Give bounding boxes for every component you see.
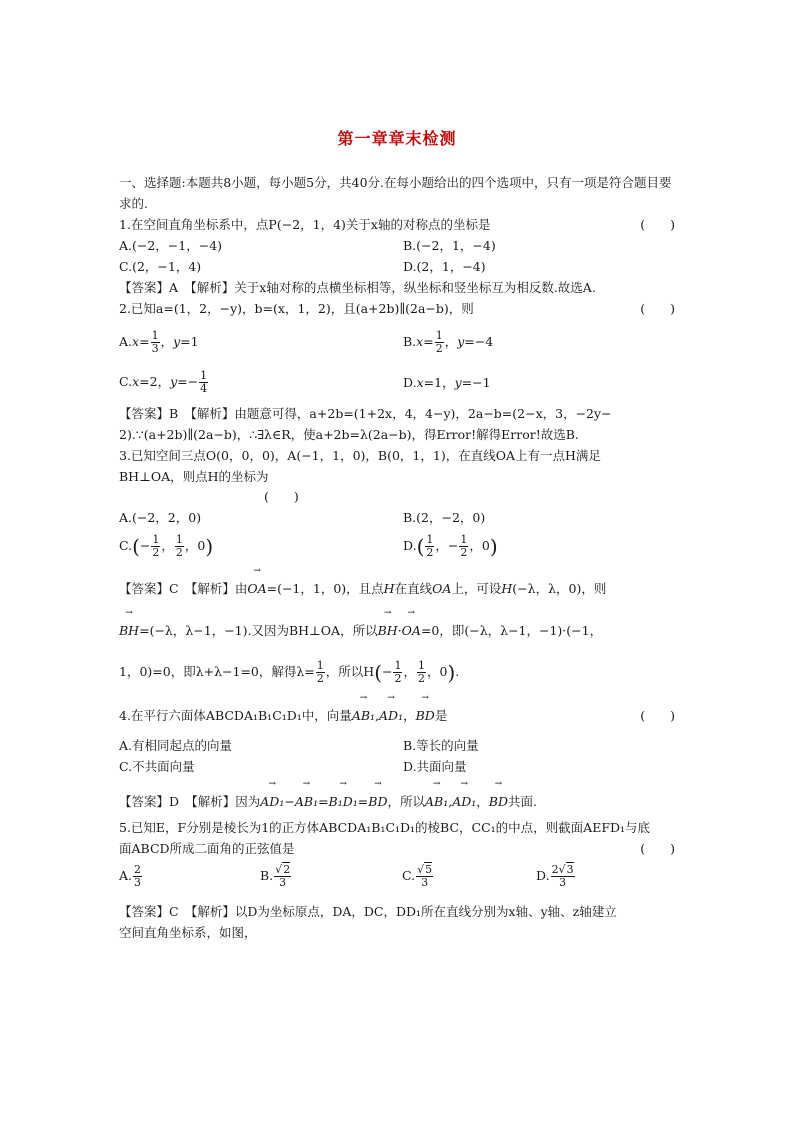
question-1-answer: 【答案】A 【解析】关于x轴对称的点横坐标相等，纵坐标和竖坐标互为相反数.故选A. <box>119 280 596 295</box>
option-d: D. $\frac{2√3}{3}$ <box>536 863 574 889</box>
option-b: B. $\frac{√2}{3}$ <box>260 863 291 889</box>
section-intro: 一、选择题:本题共8小题，每小题5分，共40分.在每小题给出的四个选项中，只有一项是符合题目要求的. <box>119 175 672 211</box>
option-d: D.共面向量 <box>403 759 467 774</box>
question-3-options-row-2 <box>119 534 675 562</box>
question-4-options-row-2 <box>119 756 675 777</box>
question-5-options <box>119 864 675 894</box>
question-4-answer: 【答案】D 【解析】因为→ AD₁−→ AB₁=→ B₁D₁=→ BD，所以→ AB₁,→ AD₁，→ BD共面. <box>119 791 675 812</box>
question-2 <box>119 298 675 319</box>
question-1-options-row-1 <box>119 235 675 256</box>
question-1-stem: 1.在空间直角坐标系中，点P(−2，1，4)关于x轴的对称点的坐标是 <box>119 217 491 232</box>
option-a: A. $\frac{2}{3}$ <box>119 863 142 889</box>
answer-blank: ( ) <box>640 301 675 316</box>
question-3-answer-line-2: → BH=(−λ，λ−1，−1).又因为BH⊥OA，所以→ BH·→ OA=0，即(−λ，λ−1，−1)·(−1， <box>119 620 675 641</box>
option-c: C.(2，−1，4) <box>119 259 202 274</box>
option-c: C.(− $\frac{1}{2}$ ， $\frac{1}{2}$ ，0) <box>119 533 214 559</box>
option-d: D.x=1，y=−1 <box>403 375 491 390</box>
question-2-answer-line-2: 2).∵(a+2b)∥(2a−b)，∴∃λ∈R，使a+2b=λ(2a−b)，得Error!解得Error!故选B. <box>119 427 579 442</box>
option-c: C.x=2，y=− $\frac{1}{4}$ <box>119 369 208 395</box>
option-c: C.不共面向量 <box>119 759 195 774</box>
question-1-options-row-2 <box>119 256 675 277</box>
option-b: B.x= $\frac{1}{2}$ ，y=−4 <box>403 329 494 355</box>
answer-blank: ( ) <box>640 841 675 856</box>
question-3-answer-line-1: 【答案】C 【解析】由→ OA=(−1，1，0)，且点H在直线OA上，可设H(−λ，λ，0)，则 <box>119 578 675 599</box>
question-1 <box>119 214 675 235</box>
answer-blank: ( ) <box>640 217 675 232</box>
option-b: B.(−2，1，−4) <box>403 238 496 253</box>
question-5-stem-line-1: 5.已知E，F分别是棱长为1的正方体ABCDA₁B₁C₁D₁的棱BC，CC₁的中点，则截面AEFD₁与底 <box>119 820 651 835</box>
question-4-options-row-1 <box>119 735 675 756</box>
option-d: D.( $\frac{1}{2}$ ，− $\frac{1}{2}$ ，0) <box>403 533 498 559</box>
question-2-stem: 2.已知a=(1，2，−y)，b=(x，1，2)，且(a+2b)∥(2a−b)，则 <box>119 301 474 316</box>
option-a: A.x= $\frac{1}{3}$ ，y=1 <box>119 329 199 355</box>
question-5-answer-line-2: 空间直角坐标系，如图， <box>119 925 257 940</box>
question-5-answer-line-1: 【答案】C 【解析】以D为坐标原点，DA，DC，DD₁所在直线分别为x轴、y轴、z轴建立 <box>119 904 617 919</box>
option-b: B.(2，−2，0) <box>403 510 486 525</box>
question-3-stem-line-2: BH⊥OA，则点H的坐标为 <box>119 469 269 484</box>
option-a: A.(−2，−1，−4) <box>119 238 223 253</box>
question-3-stem-line-1: 3.已知空间三点O(0，0，0)，A(−1，1，0)，B(0，1，1)，在直线OA上有一点H满足 <box>119 448 601 463</box>
question-2-options-row-1 <box>119 330 675 356</box>
question-2-answer-line-1: 【答案】B 【解析】由题意可得，a+2b=(1+2x，4，4−y)，2a−b=(2−x，3，−2y− <box>119 406 612 421</box>
option-a: A.有相同起点的向量 <box>119 738 233 753</box>
question-2-options-row-2 <box>119 370 675 396</box>
option-c: C. $\frac{√5}{3}$ <box>402 863 433 889</box>
option-a: A.(−2，2，0) <box>119 510 202 525</box>
question-3-options-row-1 <box>119 507 675 528</box>
answer-blank: ( ) <box>264 489 299 504</box>
question-3-answer-line-3: 1，0)=0，即λ+λ−1=0，解得λ= $\frac{1}{2}$ ，所以H(− $\frac{1}{2}$ ， $\frac{1}{2}$ ，0). <box>119 659 460 685</box>
question-5-stem-line-2: 面ABCD所成二面角的正弦值是 ( ) <box>119 838 675 859</box>
answer-blank: ( ) <box>640 708 675 723</box>
page-title: 第一章章末检测 <box>337 129 457 148</box>
option-d: D.(2，1，−4) <box>403 259 486 274</box>
question-4: 4.在平行六面体ABCDA₁B₁C₁D₁中，向量→ AB₁,→ AD₁，→ BD是 ( ) <box>119 705 675 726</box>
option-b: B.等长的向量 <box>403 738 479 753</box>
